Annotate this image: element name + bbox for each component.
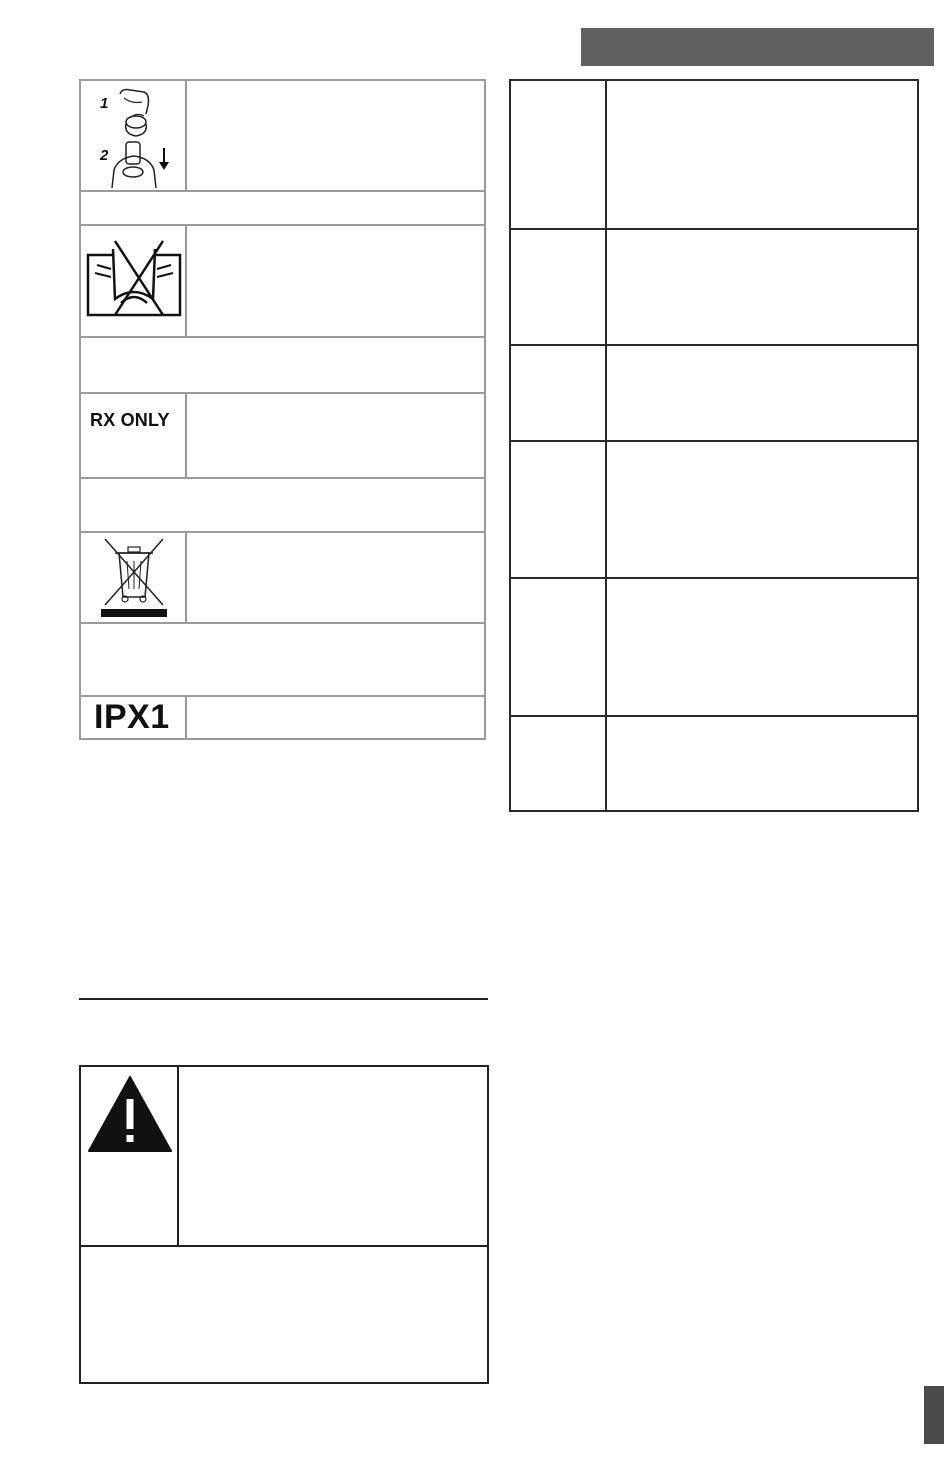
table-divider (81, 1245, 487, 1247)
warning-box (79, 1065, 489, 1384)
column-divider (605, 81, 607, 810)
table-divider (511, 577, 917, 579)
table-divider (511, 344, 917, 346)
open-and-insert-steps-icon (85, 83, 183, 189)
table-divider (81, 477, 484, 479)
table-divider (81, 695, 484, 697)
specifications-table (509, 79, 919, 812)
column-divider (177, 1067, 179, 1246)
table-divider (81, 622, 484, 624)
column-divider (185, 531, 187, 622)
column-divider (185, 695, 187, 740)
table-divider (511, 715, 917, 717)
column-divider (185, 224, 187, 336)
table-divider (81, 392, 484, 394)
section-divider (79, 998, 488, 1000)
table-divider (81, 336, 484, 338)
warning-triangle-icon (87, 1075, 173, 1153)
table-divider (511, 440, 917, 442)
weee-crossed-bin-icon (85, 533, 183, 621)
table-divider (81, 224, 484, 226)
table-divider (81, 190, 484, 192)
ipx1-rating-mark: IPX1 (94, 698, 170, 736)
page-edge-tab (924, 1386, 944, 1444)
column-divider (185, 81, 187, 190)
table-divider (511, 228, 917, 230)
symbols-table (79, 79, 486, 740)
step-1-label: 1 (100, 95, 109, 112)
step-2-label: 2 (100, 147, 109, 164)
column-divider (185, 392, 187, 477)
section-header-bar (581, 28, 934, 66)
rx-only-mark: RX ONLY (90, 410, 170, 430)
do-not-cover-icon (85, 227, 183, 335)
